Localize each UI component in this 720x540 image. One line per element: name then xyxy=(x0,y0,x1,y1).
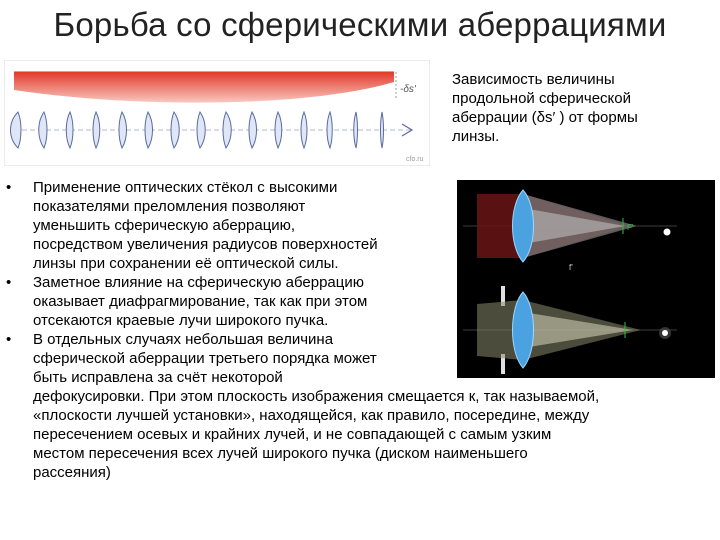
bullet-line: местом пересечения всех лучей широкого пучка (диском наименьшего xyxy=(33,445,528,462)
bullet-item xyxy=(4,330,720,482)
caption-line: аберрации (δs′ ) от формы xyxy=(452,109,638,126)
bullet-line: Применение оптических стёкол с высокими xyxy=(33,179,338,196)
caption-line: Зависимость величины xyxy=(452,71,615,88)
bullet-line: пересечением осевых и крайних лучей, и не совпадающей с самым узким xyxy=(33,426,552,443)
bullet-dot: • xyxy=(6,179,12,196)
bullet-dot: • xyxy=(6,331,12,348)
bullet-line: линзы при сохранении её оптической силы. xyxy=(33,255,339,272)
bullet-line: показателями преломления позволяют xyxy=(33,198,306,215)
figure-caption xyxy=(452,70,714,146)
bullet-list xyxy=(4,178,720,482)
focus-label-F: F' xyxy=(627,223,634,232)
slide-title: Борьба со сферическими аберрациями xyxy=(53,6,667,43)
bullet-line: рассеяния) xyxy=(33,464,111,481)
bullet-line: «плоскости лучшей установки», находящейся, как правило, посередине, между xyxy=(33,407,590,424)
bullet-line: оказывает диафрагмирование, так как при этом xyxy=(33,293,368,310)
bullet-line: Заметное влияние на сферическую аберрацию xyxy=(33,274,364,291)
focal-length-label: f' xyxy=(569,263,573,272)
bullet-item xyxy=(4,273,720,330)
bullet-line: быть исправлена за счёт некоторой xyxy=(33,369,283,386)
bullet-dot: • xyxy=(6,274,12,291)
bullet-item xyxy=(4,178,720,273)
bullet-line: посредством увеличения радиусов поверхностей xyxy=(33,236,378,253)
aberration-lens-shape-figure xyxy=(4,60,430,166)
caption-line: линзы. xyxy=(452,128,500,145)
bullet-line: отсекаются краевые лучи широкого пучка. xyxy=(33,312,329,329)
delta-s-label: -δs' xyxy=(400,84,416,95)
caption-line: продольной сферической xyxy=(452,90,631,107)
bullet-line: дефокусировки. При этом плоскость изображения смещается к, так называемой, xyxy=(33,388,600,405)
figure-credit: cfo.ru xyxy=(406,156,424,163)
bullet-line: сферической аберрации третьего порядка может xyxy=(33,350,377,367)
bullet-line: уменьшить сферическую аберрацию, xyxy=(33,217,296,234)
bullet-line: В отдельных случаях небольшая величина xyxy=(33,331,334,348)
